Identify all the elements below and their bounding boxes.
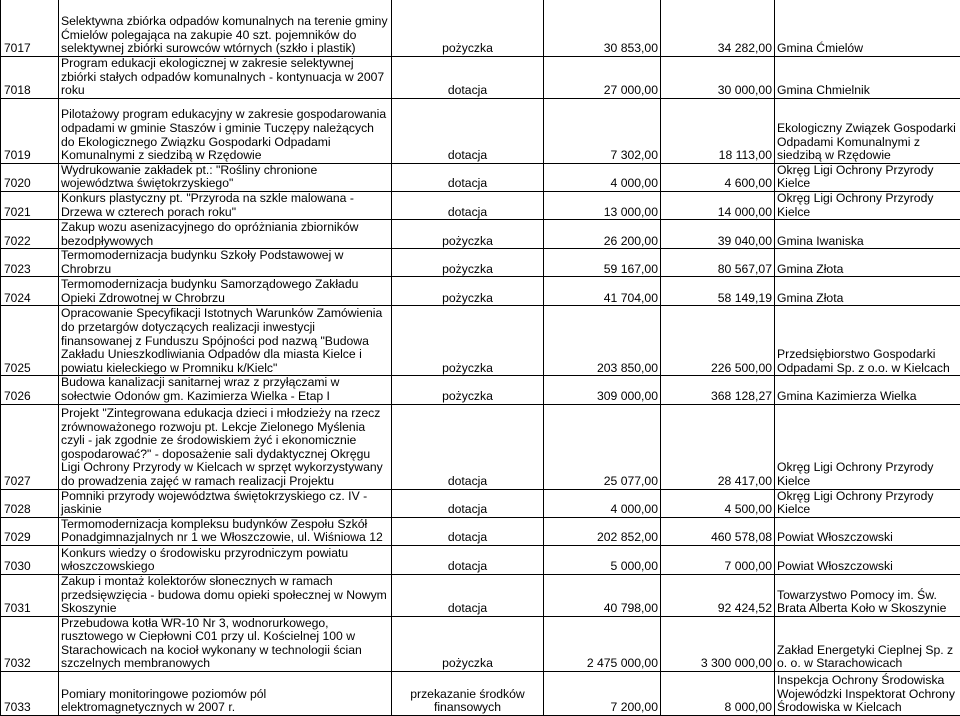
row-id: 7017: [1, 0, 59, 57]
table-row: [1, 277, 960, 306]
row-amount: 7 302,00: [544, 98, 661, 163]
row-cost: 58 149,19: [661, 277, 775, 306]
row-form: pożyczka: [392, 0, 544, 57]
row-title: Program edukacji ekologicznej w zakresie selektywnej zbiórki stałych odpadów komunalnych - kontynuacja w 2007 roku: [59, 57, 392, 99]
table-row: [1, 98, 960, 163]
row-beneficiary: Inspekcja Ochrony Środowiska Wojewódzki Inspektorat Ochrony Środowiska w Kielcach: [775, 672, 960, 716]
row-amount: 5 000,00: [544, 545, 661, 574]
row-cost: 8 000,00: [661, 672, 775, 716]
row-cost: 460 578,08: [661, 517, 775, 545]
table-row: [1, 545, 960, 574]
row-cost: 4 600,00: [661, 163, 775, 191]
table-row: [1, 489, 960, 517]
row-form: dotacja: [392, 517, 544, 545]
row-form: dotacja: [392, 404, 544, 489]
row-beneficiary: Gmina Chmielnik: [775, 57, 960, 99]
table-row: [1, 616, 960, 671]
row-id: 7027: [1, 404, 59, 489]
row-id: 7032: [1, 616, 59, 671]
row-id: 7030: [1, 545, 59, 574]
table-row: [1, 672, 960, 716]
row-form: dotacja: [392, 574, 544, 616]
row-amount: 7 200,00: [544, 672, 661, 716]
row-beneficiary: Okręg Ligi Ochrony Przyrody Kielce: [775, 163, 960, 191]
row-title: Selektywna zbiórka odpadów komunalnych na terenie gminy Ćmielów polegająca na zakupie 40 szt. pojemników do selektywnej zbiórki surowców wtórnych (szkło i plastik): [59, 0, 392, 57]
row-id: 7029: [1, 517, 59, 545]
table-row: [1, 376, 960, 404]
row-cost: 92 424,52: [661, 574, 775, 616]
row-title: Pomniki przyrody województwa świętokrzyskiego cz. IV - jaskinie: [59, 489, 392, 517]
row-beneficiary: Powiat Włoszczowski: [775, 545, 960, 574]
row-id: 7018: [1, 57, 59, 99]
table-row: [1, 220, 960, 249]
row-beneficiary: Zakład Energetyki Cieplnej Sp. z o. o. w Starachowicach: [775, 616, 960, 671]
row-title: Konkurs plastyczny pt. "Przyroda na szkle malowana - Drzewa w czterech porach roku": [59, 191, 392, 219]
row-id: 7031: [1, 574, 59, 616]
row-cost: 80 567,07: [661, 249, 775, 277]
row-beneficiary: Przedsiębiorstwo Gospodarki Odpadami Sp. z o.o. w Kielcach: [775, 306, 960, 376]
row-amount: 30 853,00: [544, 0, 661, 57]
row-amount: 309 000,00: [544, 376, 661, 404]
row-cost: 4 500,00: [661, 489, 775, 517]
row-title: Przebudowa kotła WR-10 Nr 3, wodnorurkowego, rusztowego w Ciepłowni C01 przy ul. Kościelnej 100 w Starachowicach na kocioł wykonany w technologii ścian szczelnych membranowych: [59, 616, 392, 671]
row-beneficiary: Gmina Ćmielów: [775, 0, 960, 57]
table-row: [1, 249, 960, 277]
row-beneficiary: Okręg Ligi Ochrony Przyrody Kielce: [775, 191, 960, 219]
row-cost: 39 040,00: [661, 220, 775, 249]
row-form: dotacja: [392, 98, 544, 163]
row-title: Termomodernizacja kompleksu budynków Zespołu Szkół Ponadgimnazjalnych nr 1 we Włoszczowie, ul. Wiśniowa 12: [59, 517, 392, 545]
row-beneficiary: Gmina Kazimierza Wielka: [775, 376, 960, 404]
table-body: [1, 0, 960, 716]
row-title: Pomiary monitoringowe poziomów pól elektromagnetycznych w 2007 r.: [59, 672, 392, 716]
row-cost: 28 417,00: [661, 404, 775, 489]
row-form: pożyczka: [392, 249, 544, 277]
row-form: dotacja: [392, 57, 544, 99]
row-id: 7026: [1, 376, 59, 404]
row-title: Termomodernizacja budynku Samorządowego Zakładu Opieki Zdrowotnej w Chrobrzu: [59, 277, 392, 306]
row-beneficiary: Ekologiczny Związek Gospodarki Odpadami Komunalnymi z siedzibą w Rzędowie: [775, 98, 960, 163]
row-id: 7033: [1, 672, 59, 716]
row-id: 7025: [1, 306, 59, 376]
row-id: 7020: [1, 163, 59, 191]
row-title: Zakup i montaż kolektorów słonecznych w ramach przedsięwzięcia - budowa domu opieki społecznej w Nowym Skoszynie: [59, 574, 392, 616]
row-title: Budowa kanalizacji sanitarnej wraz z przyłączami w sołectwie Odonów gm. Kazimierza Wielka - Etap I: [59, 376, 392, 404]
row-title: Projekt "Zintegrowana edukacja dzieci i młodzieży na rzecz zrównoważonego rozwoju pt. Lekcje Zielonego Myślenia czyli - jak zgodnie ze środowiskiem żyć i ekonomicznie gospodarować?" - doposażenie sali dydaktycznej Okręgu Ligi Ochrony Przyrody w Kielcach w sprzęt wykorzystywany do prowadzenia zajęć w ramach realizacji Projektu: [59, 404, 392, 489]
row-form: dotacja: [392, 191, 544, 219]
row-cost: 18 113,00: [661, 98, 775, 163]
row-beneficiary: Gmina Złota: [775, 277, 960, 306]
row-amount: 202 852,00: [544, 517, 661, 545]
row-title: Konkurs wiedzy o środowisku przyrodniczym powiatu włoszczowskiego: [59, 545, 392, 574]
row-form: pożyczka: [392, 616, 544, 671]
row-amount: 203 850,00: [544, 306, 661, 376]
row-title: Opracowanie Specyfikacji Istotnych Warunków Zamówienia do przetargów dotyczących realizacji inwestycji finansowanej z Funduszu Spójności pod nazwą "Budowa Zakładu Unieszkodliwiania Odpadów dla miasta Kielce i powiatu kieleckiego w Promniku k/Kielc": [59, 306, 392, 376]
row-title: Termomodernizacja budynku Szkoły Podstawowej w Chrobrzu: [59, 249, 392, 277]
row-form: dotacja: [392, 545, 544, 574]
row-form: dotacja: [392, 489, 544, 517]
row-beneficiary: Okręg Ligi Ochrony Przyrody Kielce: [775, 489, 960, 517]
row-form: pożyczka: [392, 376, 544, 404]
row-title: Wydrukowanie zakładek pt.: "Rośliny chronione województwa świętokrzyskiego": [59, 163, 392, 191]
row-amount: 27 000,00: [544, 57, 661, 99]
row-amount: 4 000,00: [544, 163, 661, 191]
table-row: [1, 404, 960, 489]
row-form: pożyczka: [392, 306, 544, 376]
row-cost: 30 000,00: [661, 57, 775, 99]
table-row: [1, 306, 960, 376]
row-form: dotacja: [392, 163, 544, 191]
row-beneficiary: Powiat Włoszczowski: [775, 517, 960, 545]
table-row: [1, 517, 960, 545]
row-title: Zakup wozu asenizacyjnego do opróżniania zbiorników bezodpływowych: [59, 220, 392, 249]
row-amount: 41 704,00: [544, 277, 661, 306]
table-row: [1, 57, 960, 99]
row-amount: 25 077,00: [544, 404, 661, 489]
row-form: pożyczka: [392, 277, 544, 306]
row-cost: 34 282,00: [661, 0, 775, 57]
row-cost: 368 128,27: [661, 376, 775, 404]
table-row: [1, 574, 960, 616]
table-row: [1, 191, 960, 219]
row-form: przekazanie środków finansowych: [392, 672, 544, 716]
row-form: pożyczka: [392, 220, 544, 249]
row-cost: 3 300 000,00: [661, 616, 775, 671]
row-id: 7021: [1, 191, 59, 219]
table-row: [1, 0, 960, 57]
row-amount: 2 475 000,00: [544, 616, 661, 671]
row-title: Pilotażowy program edukacyjny w zakresie gospodarowania odpadami w gminie Staszów i gminie Tuczępy należących do Ekologicznego Związku Gospodarki Odpadami Komunalnymi z siedzibą w Rzędowie: [59, 98, 392, 163]
row-id: 7028: [1, 489, 59, 517]
row-amount: 26 200,00: [544, 220, 661, 249]
row-amount: 59 167,00: [544, 249, 661, 277]
row-cost: 226 500,00: [661, 306, 775, 376]
row-beneficiary: Gmina Złota: [775, 249, 960, 277]
row-beneficiary: Towarzystwo Pomocy im. Św. Brata Alberta Koło w Skoszynie: [775, 574, 960, 616]
row-id: 7023: [1, 249, 59, 277]
row-cost: 14 000,00: [661, 191, 775, 219]
row-id: 7019: [1, 98, 59, 163]
row-amount: 4 000,00: [544, 489, 661, 517]
row-amount: 13 000,00: [544, 191, 661, 219]
row-beneficiary: Gmina Iwaniska: [775, 220, 960, 249]
row-id: 7024: [1, 277, 59, 306]
row-amount: 40 798,00: [544, 574, 661, 616]
table-row: [1, 163, 960, 191]
row-id: 7022: [1, 220, 59, 249]
row-cost: 7 000,00: [661, 545, 775, 574]
row-beneficiary: Okręg Ligi Ochrony Przyrody Kielce: [775, 404, 960, 489]
